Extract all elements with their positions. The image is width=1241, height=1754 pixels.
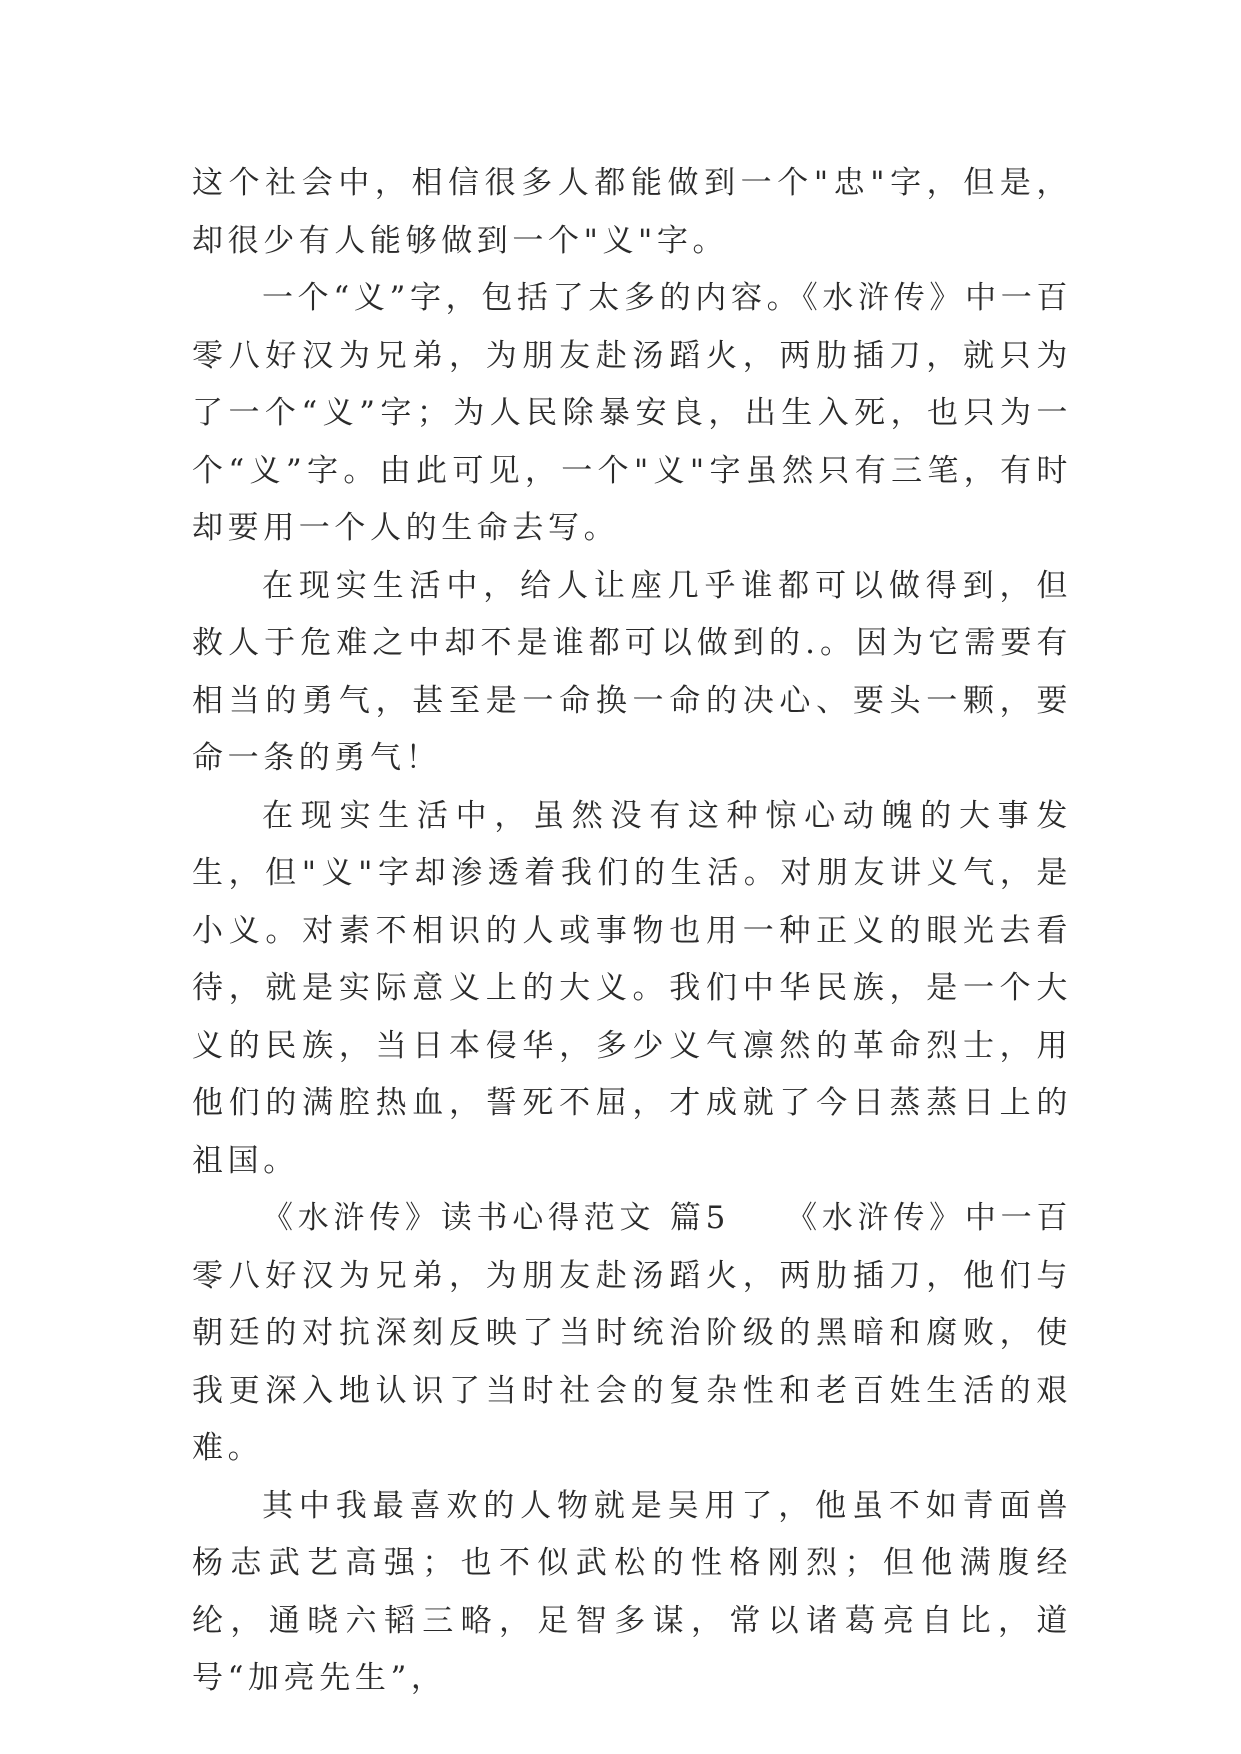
document-body: [192, 155, 1072, 1708]
paragraph-5-text: 《水浒传》中一百零八好汉为兄弟，为朋友赴汤蹈火，两肋插刀，他们与朝廷的对抗深刻反映了当时统治阶级的黑暗和腐败，使我更深入地认识了当时社会的复杂性和老百姓生活的艰难。: [192, 1200, 1072, 1466]
paragraph-4: 在现实生活中，虽然没有这种惊心动魄的大事发生，但"义"字却渗透着我们的生活。对朋友讲义气，是小义。对素不相识的人或事物也用一种正义的眼光去看待，就是实际意义上的大义。我们中华民族，是一个大义的民族，当日本侵华，多少义气凛然的革命烈士，用他们的满腔热血，誓死不屈，才成就了今日蒸蒸日上的祖国。: [192, 797, 1072, 1179]
section-heading: 《水浒传》读书心得范文 篇5: [262, 1200, 730, 1236]
paragraph-6: 其中我最喜欢的人物就是吴用了，他虽不如青面兽杨志武艺高强；也不似武松的性格刚烈；但他满腹经纶，通晓六韬三略，足智多谋，常以诸葛亮自比，道号“加亮先生”，: [192, 1487, 1072, 1696]
paragraph-5: [192, 1190, 1072, 1478]
paragraph-2: 一个“义”字，包括了太多的内容。《水浒传》中一百零八好汉为兄弟，为朋友赴汤蹈火，两肋插刀，就只为了一个“义”字；为人民除暴安良，出生入死，也只为一个“义”字。由此可见，一个"义"字虽然只有三笔，有时却要用一个人的生命去写。: [192, 280, 1072, 546]
paragraph-3: 在现实生活中，给人让座几乎谁都可以做得到，但救人于危难之中却不是谁都可以做到的.。因为它需要有相当的勇气，甚至是一命换一命的决心、要头一颗，要命一条的勇气！: [192, 567, 1072, 776]
paragraph-1: 这个社会中，相信很多人都能做到一个"忠"字，但是，却很少有人能够做到一个"义"字。: [192, 165, 1072, 259]
paragraph-5-gap: [730, 1200, 802, 1236]
